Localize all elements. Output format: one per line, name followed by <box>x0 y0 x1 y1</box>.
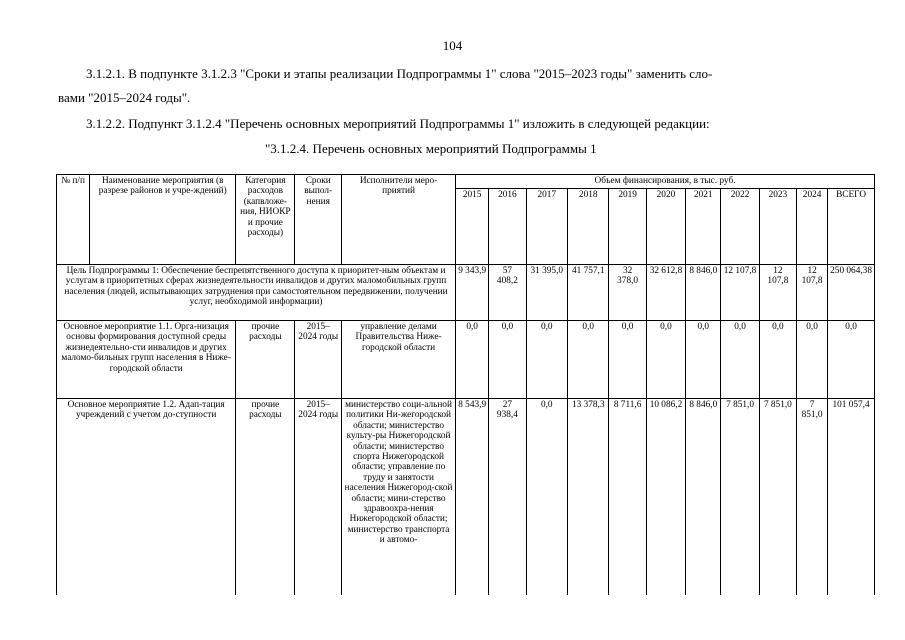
measure-category: прочие расходы <box>236 321 295 399</box>
header-year: 2022 <box>721 189 759 265</box>
goal-total: 250 064,38 <box>828 265 875 321</box>
measure-terms: 2015–2024 годы <box>295 321 342 399</box>
measure-value: 10 086,2 <box>646 399 685 595</box>
goal-value: 8 846,0 <box>686 265 721 321</box>
header-year: 2021 <box>686 189 721 265</box>
measures-table <box>56 174 875 595</box>
measure-value: 0,0 <box>609 321 646 399</box>
header-year: 2019 <box>609 189 646 265</box>
measure-terms: 2015–2024 годы <box>295 399 342 595</box>
measure-value: 0,0 <box>646 321 685 399</box>
measure-total: 0,0 <box>828 321 875 399</box>
goal-value: 12 107,8 <box>797 265 828 321</box>
header-category: Категория расходов (капвложе-ния, НИОКР и прочие расходы) <box>236 175 295 265</box>
measure-value: 0,0 <box>721 321 759 399</box>
measure-value: 13 378,3 <box>568 399 609 595</box>
header-name: Наименование мероприятия (в разрезе районов и учре-ждений) <box>90 175 236 265</box>
measure-value: 27 938,4 <box>489 399 526 595</box>
header-num: № п/п <box>57 175 90 265</box>
measure-category: прочие расходы <box>236 399 295 595</box>
goal-value: 9 343,9 <box>456 265 489 321</box>
goal-row <box>57 265 875 321</box>
measure-value: 0,0 <box>489 321 526 399</box>
paragraph-3-1-2-4-title: "3.1.2.4. Перечень основных мероприятий Подпрограммы 1 <box>265 141 597 156</box>
goal-text: Цель Подпрограммы 1: Обеспечение беспрепятственного доступа к приоритет-ным объектам и услугам в приоритетных сферах жизнедеятельности инвалидов и других маломобильных групп населения (людей, испытывающих затруднения при самостоятельном передвижении, получении услуг, необходимой информации) <box>57 265 456 321</box>
measure-value: 8 846,0 <box>686 399 721 595</box>
measure-value: 0,0 <box>526 321 567 399</box>
measure-total: 101 057,4 <box>828 399 875 595</box>
measure-value: 0,0 <box>759 321 796 399</box>
goal-value: 32 612,8 <box>646 265 685 321</box>
measure-value: 7 851,0 <box>721 399 759 595</box>
page-number: 104 <box>442 38 463 53</box>
header-year: 2018 <box>568 189 609 265</box>
paragraph-3-1-2-1-line1: 3.1.2.1. В подпункте 3.1.2.3 "Сроки и этапы реализации Подпрограммы 1" слова "2015–2023 годы" заменить сло- <box>86 66 713 81</box>
goal-value: 57 408,2 <box>489 265 526 321</box>
header-year: 2017 <box>526 189 567 265</box>
paragraph-3-1-2-1-line2: вами "2015–2024 годы". <box>58 90 191 105</box>
header-executors: Исполнители меро-приятий <box>342 175 456 265</box>
goal-value: 12 107,8 <box>721 265 759 321</box>
header-row-1 <box>57 175 875 189</box>
header-year: 2016 <box>489 189 526 265</box>
measure-name: Основное мероприятие 1.1. Орга-низация основы формирования доступной среды жизнедеятельно-сти инвалидов и других маломо-бильных групп населения в Ниже-городской области <box>57 321 236 399</box>
measure-value: 0,0 <box>456 321 489 399</box>
measure-value: 7 851,0 <box>797 399 828 595</box>
measure-value: 7 851,0 <box>759 399 796 595</box>
goal-value: 31 395,0 <box>526 265 567 321</box>
measure-value: 0,0 <box>568 321 609 399</box>
header-funding: Объем финансирования, в тыс. руб. <box>456 175 875 189</box>
goal-value: 12 107,8 <box>759 265 796 321</box>
paragraph-3-1-2-2: 3.1.2.2. Подпункт 3.1.2.4 "Перечень основных мероприятий Подпрограммы 1" изложить в следующей редакции: <box>86 116 710 131</box>
goal-value: 41 757,1 <box>568 265 609 321</box>
measure-name: Основное мероприятие 1.2. Адап-тация учреждений с учетом до-ступности <box>57 399 236 595</box>
measure-value: 0,0 <box>526 399 567 595</box>
measure-executors: министерство соци-альной политики Ни-жегородской области; министерство культу-ры Нижегородской области; министерство спорта Нижегородской области; управление по труду и занятости населения Нижегород-ской области; мини-стерство здравоохра-нения Нижегородской области; министерство транспорта и автомо- <box>342 399 456 595</box>
measure-value: 8 543,9 <box>456 399 489 595</box>
measure-value: 0,0 <box>686 321 721 399</box>
header-year: 2024 <box>797 189 828 265</box>
table-row <box>57 321 875 399</box>
header-year: 2020 <box>646 189 685 265</box>
header-total: ВСЕГО <box>828 189 875 265</box>
measure-value: 0,0 <box>797 321 828 399</box>
header-terms: Сроки выпол-нения <box>295 175 342 265</box>
measure-value: 8 711,6 <box>609 399 646 595</box>
table-row <box>57 399 875 595</box>
header-year: 2023 <box>759 189 796 265</box>
measure-executors: управление делами Правительства Ниже-городской области <box>342 321 456 399</box>
header-year: 2015 <box>456 189 489 265</box>
goal-value: 32 378,0 <box>609 265 646 321</box>
